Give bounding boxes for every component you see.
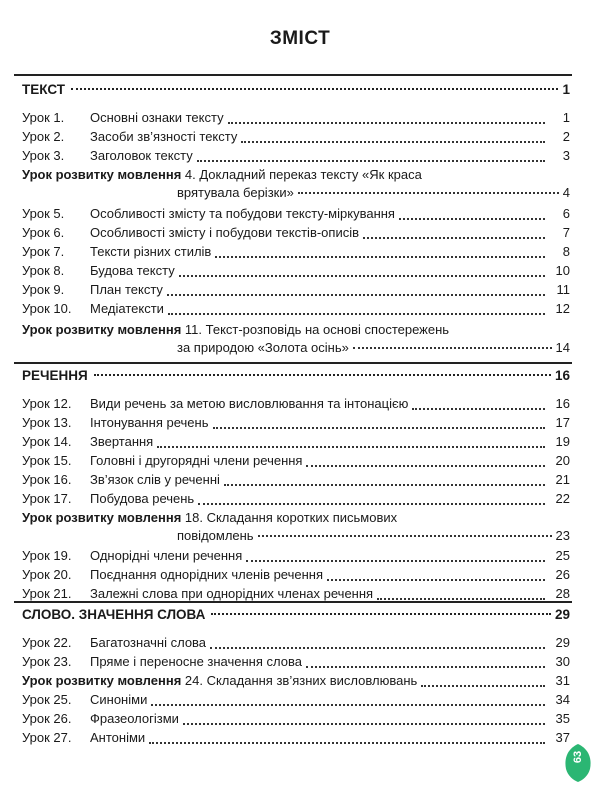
lesson-title: Фразеологізми xyxy=(90,711,179,726)
lesson-title: Багатозначні слова xyxy=(90,635,207,650)
lesson-label: Урок розвитку мовлення xyxy=(22,167,182,182)
lesson-title: 18. Складання коротких письмових xyxy=(184,510,398,525)
lesson-page: 21 xyxy=(555,472,570,487)
lesson-label: Урок 23. xyxy=(22,654,72,669)
lesson-title: Засоби зв’язності тексту xyxy=(90,129,238,144)
toc-entry[interactable] xyxy=(22,547,570,565)
lesson-page: 30 xyxy=(555,654,570,669)
lesson-title: Головні і другорядні члени речення xyxy=(90,453,303,468)
lesson-label: Урок 16. xyxy=(22,472,72,487)
toc-entry[interactable] xyxy=(22,433,570,451)
lesson-page: 8 xyxy=(562,244,570,259)
lesson-label: Урок розвитку мовлення xyxy=(22,322,182,337)
section-heading-sentence[interactable]: РЕЧЕННЯ 16 xyxy=(22,366,570,386)
lesson-page: 2 xyxy=(562,129,570,144)
lesson-page: 14 xyxy=(555,340,570,355)
page-number: 63 xyxy=(572,750,584,764)
lesson-title: Поєднання однорідних членів речення xyxy=(90,567,324,582)
toc-entry[interactable] xyxy=(22,566,570,584)
lesson-page: 12 xyxy=(555,301,570,316)
toc-entry[interactable] xyxy=(22,281,570,299)
lesson-page: 3 xyxy=(562,148,570,163)
toc-entry[interactable] xyxy=(22,653,570,671)
page-title: ЗМІСТ xyxy=(269,28,331,49)
toc-entry[interactable] xyxy=(22,729,570,747)
lesson-page: 35 xyxy=(555,711,570,726)
lesson-label: Урок 20. xyxy=(22,567,72,582)
lesson-title: Заголовок тексту xyxy=(90,148,193,163)
lesson-title: Зв’язок слів у реченні xyxy=(90,472,220,487)
section-page: 29 xyxy=(554,607,570,622)
lesson-title: Синоніми xyxy=(90,692,148,707)
toc-entry[interactable] xyxy=(22,243,570,261)
toc-entry[interactable] xyxy=(22,128,570,146)
lesson-label: Урок 17. xyxy=(22,491,72,506)
lesson-title: Основні ознаки тексту xyxy=(90,110,224,125)
lesson-label: Урок 22. xyxy=(22,635,72,650)
toc-entry[interactable] xyxy=(22,471,570,489)
section-heading-text[interactable]: ТЕКСТ 1 xyxy=(22,80,570,100)
lesson-title: 4. Докладний переказ тексту «Як краса xyxy=(184,167,422,182)
toc-entry[interactable] xyxy=(22,634,570,652)
toc-entry[interactable] xyxy=(22,224,570,242)
lesson-page: 23 xyxy=(555,528,570,543)
lesson-label: Урок 27. xyxy=(22,730,72,745)
toc-entry[interactable] xyxy=(22,147,570,165)
lesson-title: Особливості змісту та побудови тексту-міркування xyxy=(90,206,395,221)
lesson-title: 11. Текст-розповідь на основі спостережень xyxy=(184,322,450,337)
lesson-title: Пряме і переносне значення слова xyxy=(90,654,302,669)
toc-entry[interactable] xyxy=(22,490,570,508)
lesson-page: 10 xyxy=(555,263,570,278)
lesson-page: 31 xyxy=(555,673,570,688)
lesson-label: Урок 2. xyxy=(22,129,65,144)
lesson-label: Урок 14. xyxy=(22,434,72,449)
lesson-label: Урок 15. xyxy=(22,453,72,468)
lesson-title-continued: врятувала берізки» xyxy=(177,185,294,200)
lesson-title-continued: за природою «Золота осінь» xyxy=(177,340,349,355)
lesson-title: Побудова речень xyxy=(90,491,195,506)
lesson-label: Урок 6. xyxy=(22,225,65,240)
lesson-page: 28 xyxy=(555,586,570,601)
page-number-badge xyxy=(563,743,593,783)
lesson-label: Урок 1. xyxy=(22,110,65,125)
lesson-label: Урок розвитку мовлення xyxy=(22,510,182,525)
lesson-title-continued: повідомлень xyxy=(177,528,254,543)
lesson-title: Будова тексту xyxy=(90,263,175,278)
lesson-page: 17 xyxy=(555,415,570,430)
lesson-label: Урок 21. xyxy=(22,586,72,601)
lesson-page: 4 xyxy=(562,185,570,200)
lesson-page: 19 xyxy=(555,434,570,449)
lesson-title: Особливості змісту і побудови текстів-описів xyxy=(90,225,360,240)
section-page: 16 xyxy=(554,368,570,383)
lesson-page: 29 xyxy=(555,635,570,650)
section-divider xyxy=(14,362,572,364)
lesson-page: 20 xyxy=(555,453,570,468)
lesson-page: 7 xyxy=(562,225,570,240)
lesson-label: Урок 7. xyxy=(22,244,65,259)
lesson-label: Урок 8. xyxy=(22,263,65,278)
lesson-title: Однорідні члени речення xyxy=(90,548,243,563)
section-heading-word[interactable]: СЛОВО. ЗНАЧЕННЯ СЛОВА 29 xyxy=(22,605,570,625)
section-divider xyxy=(14,74,572,76)
lesson-title: Звертання xyxy=(90,434,154,449)
lesson-label: Урок 9. xyxy=(22,282,65,297)
lesson-title: Залежні слова при однорідних членах речення xyxy=(90,586,374,601)
lesson-label: Урок 3. xyxy=(22,148,65,163)
toc-entry[interactable] xyxy=(22,300,570,318)
lesson-label: Урок 19. xyxy=(22,548,72,563)
section-divider xyxy=(14,601,572,603)
lesson-page: 1 xyxy=(562,110,570,125)
lesson-page: 16 xyxy=(555,396,570,411)
lesson-title: Медіатексти xyxy=(90,301,164,316)
lesson-page: 34 xyxy=(555,692,570,707)
lesson-title: Антоніми xyxy=(90,730,146,745)
lesson-page: 6 xyxy=(562,206,570,221)
lesson-page: 26 xyxy=(555,567,570,582)
toc-entry-speech-development[interactable] xyxy=(22,672,570,690)
toc-entry[interactable] xyxy=(22,414,570,432)
toc-entry[interactable] xyxy=(22,109,570,127)
lesson-page: 11 xyxy=(556,282,570,297)
lesson-page: 37 xyxy=(555,730,570,745)
lesson-page: 25 xyxy=(555,548,570,563)
lesson-label: Урок розвитку мовлення xyxy=(22,673,182,688)
section-page: 1 xyxy=(562,82,570,97)
toc-entry[interactable] xyxy=(22,452,570,470)
lesson-page: 22 xyxy=(555,491,570,506)
toc-entry[interactable] xyxy=(22,710,570,728)
lesson-label: Урок 26. xyxy=(22,711,72,726)
lesson-label: Урок 25. xyxy=(22,692,72,707)
lesson-title: 24. Складання зв’язних висловлювань xyxy=(184,673,418,688)
lesson-label: Урок 5. xyxy=(22,206,65,221)
toc-entry[interactable] xyxy=(22,395,570,413)
lesson-label: Урок 12. xyxy=(22,396,72,411)
lesson-label: Урок 10. xyxy=(22,301,72,316)
lesson-title: Види речень за метою висловлювання та інтонацією xyxy=(90,396,409,411)
lesson-title: План тексту xyxy=(90,282,163,297)
lesson-title: Тексти різних стилів xyxy=(90,244,212,259)
toc-entry[interactable] xyxy=(22,691,570,709)
lesson-title: Інтонування речень xyxy=(90,415,209,430)
toc-entry[interactable] xyxy=(22,262,570,280)
toc-entry[interactable] xyxy=(22,205,570,223)
lesson-label: Урок 13. xyxy=(22,415,72,430)
